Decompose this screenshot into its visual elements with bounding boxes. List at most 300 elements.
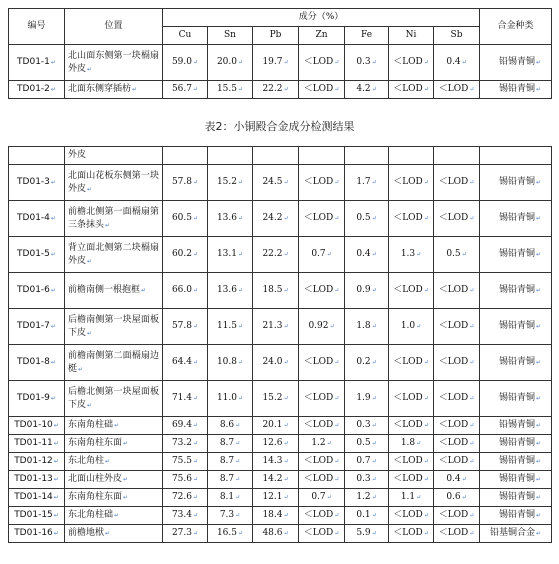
paragraph-mark-icon: ↵ <box>334 530 340 537</box>
cell-id: TD01-6↵ <box>9 273 65 309</box>
cell-ni: ＜LOD↵ <box>389 453 434 471</box>
cell-zn: ＜LOD↵ <box>299 471 345 489</box>
cell-cu: 66.0↵ <box>163 273 208 309</box>
paragraph-mark-icon: ↵ <box>423 422 429 429</box>
paragraph-mark-icon: ↵ <box>235 494 241 501</box>
cell-cu: 72.6↵ <box>163 489 208 507</box>
col-header-sn: Sn <box>208 27 253 45</box>
paragraph-mark-icon: ↵ <box>416 494 422 501</box>
cell-sn: 20.0↵ <box>208 45 253 81</box>
cell-fe: 0.2↵ <box>345 345 389 381</box>
paragraph-mark-icon: ↵ <box>469 512 475 519</box>
cell-sn: 8.1↵ <box>208 489 253 507</box>
paragraph-mark-icon: ↵ <box>535 440 541 447</box>
paragraph-mark-icon: ↵ <box>469 530 475 537</box>
paragraph-mark-icon: ↵ <box>238 287 244 294</box>
paragraph-mark-icon: ↵ <box>238 323 244 330</box>
paragraph-mark-icon: ↵ <box>283 86 289 93</box>
cell-fe: 5.9↵ <box>345 525 389 543</box>
cell-position: 东北角柱↵ <box>65 453 163 471</box>
cell-sb: 0.4↵ <box>434 45 480 81</box>
paragraph-mark-icon: ↵ <box>235 458 241 465</box>
paragraph-mark-icon: ↵ <box>371 215 377 222</box>
paragraph-mark-icon: ↵ <box>371 530 377 537</box>
paragraph-mark-icon: ↵ <box>238 251 244 258</box>
paragraph-mark-icon: ↵ <box>235 476 241 483</box>
paragraph-mark-icon: ↵ <box>283 395 289 402</box>
table-row <box>9 417 552 435</box>
cell-sn: 13.1↵ <box>208 237 253 273</box>
paragraph-mark-icon: ↵ <box>423 395 429 402</box>
cell-alloy: 锡铅青铜↵ <box>480 471 552 489</box>
paragraph-mark-icon: ↵ <box>193 395 199 402</box>
paragraph-mark-icon: ↵ <box>423 530 429 537</box>
paragraph-mark-icon: ↵ <box>50 287 56 294</box>
paragraph-mark-icon: ↵ <box>469 323 475 330</box>
cell-id: TD01-4↵ <box>9 201 65 237</box>
continuation-text: 外皮 <box>65 147 163 165</box>
paragraph-mark-icon: ↵ <box>283 494 289 501</box>
cell-sb: ＜LOD↵ <box>434 201 480 237</box>
paragraph-mark-icon: ↵ <box>53 458 59 465</box>
cell-cu: 73.2↵ <box>163 435 208 453</box>
col-header-alloy: 合金种类 <box>480 9 552 45</box>
cell-ni: ＜LOD↵ <box>389 417 434 435</box>
cell-sb: 0.6↵ <box>434 489 480 507</box>
table-row <box>9 435 552 453</box>
paragraph-mark-icon: ↵ <box>371 395 377 402</box>
continuation-row <box>9 147 552 165</box>
paragraph-mark-icon: ↵ <box>416 440 422 447</box>
paragraph-mark-icon: ↵ <box>535 251 541 258</box>
cell-ni: 1.3↵ <box>389 237 434 273</box>
paragraph-mark-icon: ↵ <box>78 365 84 373</box>
paragraph-mark-icon: ↵ <box>469 422 475 429</box>
cell-position: 北面山花板东侧第一块外皮↵ <box>65 165 163 201</box>
cell-position: 北面山柱外皮↵ <box>65 471 163 489</box>
col-header-sb: Sb <box>434 27 480 45</box>
cell-position: 北山面东侧第一块槅扇外皮↵ <box>65 45 163 81</box>
paragraph-mark-icon: ↵ <box>53 440 59 447</box>
paragraph-mark-icon: ↵ <box>334 458 340 465</box>
paragraph-mark-icon: ↵ <box>371 422 377 429</box>
cell-cu: 69.4↵ <box>163 417 208 435</box>
cell-id: TD01-9↵ <box>9 381 65 417</box>
paragraph-mark-icon: ↵ <box>235 440 241 447</box>
cell-fe: 0.7↵ <box>345 453 389 471</box>
paragraph-mark-icon: ↵ <box>123 494 129 501</box>
paragraph-mark-icon: ↵ <box>87 65 93 73</box>
paragraph-mark-icon: ↵ <box>53 530 59 537</box>
table-caption: 表2：小铜殿合金成分检测结果 <box>204 120 355 133</box>
paragraph-mark-icon: ↵ <box>423 215 429 222</box>
cell-pb: 24.0↵ <box>253 345 299 381</box>
col-header-cu: Cu <box>163 27 208 45</box>
cell-pb: 18.5↵ <box>253 273 299 309</box>
paragraph-mark-icon: ↵ <box>283 422 289 429</box>
paragraph-mark-icon: ↵ <box>193 59 199 66</box>
cell-fe: 0.9↵ <box>345 273 389 309</box>
table-row <box>9 489 552 507</box>
paragraph-mark-icon: ↵ <box>334 512 340 519</box>
cell-fe: 0.3↵ <box>345 471 389 489</box>
cell-fe: 0.3↵ <box>345 417 389 435</box>
paragraph-mark-icon: ↵ <box>334 215 340 222</box>
paragraph-mark-icon: ↵ <box>535 179 541 186</box>
table-row <box>9 45 552 81</box>
paragraph-mark-icon: ↵ <box>423 287 429 294</box>
cell-sn: 8.6↵ <box>208 417 253 435</box>
paragraph-mark-icon: ↵ <box>50 59 56 66</box>
cell-position: 东北角柱础↵ <box>65 507 163 525</box>
paragraph-mark-icon: ↵ <box>535 422 541 429</box>
cell-sb: ＜LOD↵ <box>434 417 480 435</box>
paragraph-mark-icon: ↵ <box>423 86 429 93</box>
cell-sn: 13.6↵ <box>208 201 253 237</box>
cell-cu: 64.4↵ <box>163 345 208 381</box>
paragraph-mark-icon: ↵ <box>371 287 377 294</box>
cell-sb: ＜LOD↵ <box>434 435 480 453</box>
cell-sn: 7.3↵ <box>208 507 253 525</box>
cell-cu: 27.3↵ <box>163 525 208 543</box>
paragraph-mark-icon: ↵ <box>283 323 289 330</box>
paragraph-mark-icon: ↵ <box>416 251 422 258</box>
paragraph-mark-icon: ↵ <box>283 215 289 222</box>
paragraph-mark-icon: ↵ <box>193 323 199 330</box>
cell-alloy: 锡铅青铜↵ <box>480 381 552 417</box>
table-row <box>9 507 552 525</box>
paragraph-mark-icon: ↵ <box>283 287 289 294</box>
paragraph-mark-icon: ↵ <box>535 494 541 501</box>
cell-id: TD01-2↵ <box>9 81 65 99</box>
paragraph-mark-icon: ↵ <box>461 494 467 501</box>
cell-zn: 0.92↵ <box>299 309 345 345</box>
cell-cu: 59.0↵ <box>163 45 208 81</box>
cell-ni: ＜LOD↵ <box>389 507 434 525</box>
paragraph-mark-icon: ↵ <box>535 395 541 402</box>
cell-ni: 1.8↵ <box>389 435 434 453</box>
cell-ni: ＜LOD↵ <box>389 201 434 237</box>
paragraph-mark-icon: ↵ <box>105 221 111 229</box>
cell-alloy: 锡铅青铜↵ <box>480 81 552 99</box>
paragraph-mark-icon: ↵ <box>334 422 340 429</box>
paragraph-mark-icon: ↵ <box>238 359 244 366</box>
col-header-fe: Fe <box>345 27 389 45</box>
cell-cu: 73.4↵ <box>163 507 208 525</box>
paragraph-mark-icon: ↵ <box>283 530 289 537</box>
cell-position: 前檐南侧一根抱框↵ <box>65 273 163 309</box>
cell-fe: 1.2↵ <box>345 489 389 507</box>
paragraph-mark-icon: ↵ <box>53 494 59 501</box>
paragraph-mark-icon: ↵ <box>535 215 541 222</box>
table-row <box>9 525 552 543</box>
cell-ni: 1.1↵ <box>389 489 434 507</box>
paragraph-mark-icon: ↵ <box>334 86 340 93</box>
table-row <box>9 201 552 237</box>
cell-id: TD01-1↵ <box>9 45 65 81</box>
cell-zn: ＜LOD↵ <box>299 507 345 525</box>
cell-alloy: 锡铅青铜↵ <box>480 165 552 201</box>
paragraph-mark-icon: ↵ <box>238 530 244 537</box>
cell-zn: ＜LOD↵ <box>299 345 345 381</box>
paragraph-mark-icon: ↵ <box>371 440 377 447</box>
cell-zn: ＜LOD↵ <box>299 81 345 99</box>
paragraph-mark-icon: ↵ <box>50 395 56 402</box>
paragraph-mark-icon: ↵ <box>461 251 467 258</box>
composition-table-continued <box>8 146 552 543</box>
paragraph-mark-icon: ↵ <box>50 179 56 186</box>
col-header-zn: Zn <box>299 27 345 45</box>
paragraph-mark-icon: ↵ <box>469 458 475 465</box>
cell-sb: ＜LOD↵ <box>434 381 480 417</box>
cell-sb: ＜LOD↵ <box>434 273 480 309</box>
cell-sb: 0.4↵ <box>434 471 480 489</box>
cell-pb: 24.2↵ <box>253 201 299 237</box>
paragraph-mark-icon: ↵ <box>283 512 289 519</box>
cell-fe: 0.4↵ <box>345 237 389 273</box>
cell-sn: 13.6↵ <box>208 273 253 309</box>
paragraph-mark-icon: ↵ <box>50 215 56 222</box>
col-header-pb: Pb <box>253 27 299 45</box>
cell-position: 后檐南侧第一块屋面板下皮↵ <box>65 309 163 345</box>
cell-id: TD01-10↵ <box>9 417 65 435</box>
cell-alloy: 锡铅青铜↵ <box>480 201 552 237</box>
paragraph-mark-icon: ↵ <box>535 287 541 294</box>
cell-sn: 15.5↵ <box>208 81 253 99</box>
paragraph-mark-icon: ↵ <box>371 323 377 330</box>
table-row <box>9 453 552 471</box>
table-row <box>9 381 552 417</box>
header-row-1 <box>9 9 552 27</box>
paragraph-mark-icon: ↵ <box>416 323 422 330</box>
cell-sb: 0.5↵ <box>434 237 480 273</box>
paragraph-mark-icon: ↵ <box>334 359 340 366</box>
paragraph-mark-icon: ↵ <box>535 476 541 483</box>
cell-sn: 16.5↵ <box>208 525 253 543</box>
col-header-ni: Ni <box>389 27 434 45</box>
col-header-position: 位置 <box>65 9 163 45</box>
table-row <box>9 273 552 309</box>
paragraph-mark-icon: ↵ <box>193 215 199 222</box>
paragraph-mark-icon: ↵ <box>132 86 138 93</box>
paragraph-mark-icon: ↵ <box>238 395 244 402</box>
paragraph-mark-icon: ↵ <box>123 476 129 483</box>
paragraph-mark-icon: ↵ <box>53 422 59 429</box>
paragraph-mark-icon: ↵ <box>334 59 340 66</box>
paragraph-mark-icon: ↵ <box>469 395 475 402</box>
cell-ni: 1.0↵ <box>389 309 434 345</box>
paragraph-mark-icon: ↵ <box>461 476 467 483</box>
cell-id: TD01-12↵ <box>9 453 65 471</box>
cell-zn: ＜LOD↵ <box>299 273 345 309</box>
cell-pb: 18.4↵ <box>253 507 299 525</box>
cell-fe: 0.5↵ <box>345 435 389 453</box>
cell-fe: 0.1↵ <box>345 507 389 525</box>
paragraph-mark-icon: ↵ <box>193 422 199 429</box>
cell-sb: ＜LOD↵ <box>434 453 480 471</box>
paragraph-mark-icon: ↵ <box>283 59 289 66</box>
paragraph-mark-icon: ↵ <box>193 458 199 465</box>
paragraph-mark-icon: ↵ <box>536 59 542 66</box>
paragraph-mark-icon: ↵ <box>193 359 199 366</box>
paragraph-mark-icon: ↵ <box>326 494 332 501</box>
cell-pb: 12.1↵ <box>253 489 299 507</box>
paragraph-mark-icon: ↵ <box>193 476 199 483</box>
cell-zn: 0.7↵ <box>299 489 345 507</box>
paragraph-mark-icon: ↵ <box>238 215 244 222</box>
cell-sn: 8.7↵ <box>208 435 253 453</box>
cell-ni: ＜LOD↵ <box>389 273 434 309</box>
cell-zn: ＜LOD↵ <box>299 453 345 471</box>
cell-alloy: 锡铅青铜↵ <box>480 273 552 309</box>
cell-id: TD01-7↵ <box>9 309 65 345</box>
cell-position: 后檐北侧第一块屋面板下皮↵ <box>65 381 163 417</box>
paragraph-mark-icon: ↵ <box>469 287 475 294</box>
cell-position: 北面东侧穿插枋↵ <box>65 81 163 99</box>
table-row <box>9 81 552 99</box>
cell-alloy: 锡铅青铜↵ <box>480 237 552 273</box>
cell-sn: 8.7↵ <box>208 471 253 489</box>
cell-pb: 19.7↵ <box>253 45 299 81</box>
cell-position: 前檐北侧第一面槅扇第三条抹头↵ <box>65 201 163 237</box>
paragraph-mark-icon: ↵ <box>50 86 56 93</box>
paragraph-mark-icon: ↵ <box>423 179 429 186</box>
paragraph-mark-icon: ↵ <box>371 494 377 501</box>
paragraph-mark-icon: ↵ <box>329 323 335 330</box>
paragraph-mark-icon: ↵ <box>53 476 59 483</box>
cell-ni: ＜LOD↵ <box>389 45 434 81</box>
paragraph-mark-icon: ↵ <box>371 476 377 483</box>
cell-alloy: 铅基铜合金↵ <box>480 525 552 543</box>
cell-pb: 12.6↵ <box>253 435 299 453</box>
cell-pb: 22.2↵ <box>253 237 299 273</box>
paragraph-mark-icon: ↵ <box>105 458 111 465</box>
cell-id: TD01-15↵ <box>9 507 65 525</box>
cell-sb: ＜LOD↵ <box>434 345 480 381</box>
paragraph-mark-icon: ↵ <box>423 458 429 465</box>
cell-ni: ＜LOD↵ <box>389 525 434 543</box>
cell-sb: ＜LOD↵ <box>434 525 480 543</box>
cell-id: TD01-14↵ <box>9 489 65 507</box>
paragraph-mark-icon: ↵ <box>193 251 199 258</box>
paragraph-mark-icon: ↵ <box>371 86 377 93</box>
cell-ni: ＜LOD↵ <box>389 345 434 381</box>
paragraph-mark-icon: ↵ <box>87 329 93 337</box>
cell-sb: ＜LOD↵ <box>434 81 480 99</box>
paragraph-mark-icon: ↵ <box>193 494 199 501</box>
cell-cu: 71.4↵ <box>163 381 208 417</box>
cell-cu: 75.6↵ <box>163 471 208 489</box>
table-row <box>9 471 552 489</box>
cell-pb: 48.6↵ <box>253 525 299 543</box>
table-row <box>9 237 552 273</box>
cell-id: TD01-3↵ <box>9 165 65 201</box>
cell-ni: ＜LOD↵ <box>389 81 434 99</box>
paragraph-mark-icon: ↵ <box>423 359 429 366</box>
paragraph-mark-icon: ↵ <box>423 476 429 483</box>
paragraph-mark-icon: ↵ <box>193 179 199 186</box>
paragraph-mark-icon: ↵ <box>334 395 340 402</box>
paragraph-mark-icon: ↵ <box>371 251 377 258</box>
cell-fe: 1.7↵ <box>345 165 389 201</box>
cell-alloy: 锡铅青铜↵ <box>480 435 552 453</box>
cell-id: TD01-16↵ <box>9 525 65 543</box>
paragraph-mark-icon: ↵ <box>326 440 332 447</box>
cell-cu: 57.8↵ <box>163 165 208 201</box>
cell-id: TD01-11↵ <box>9 435 65 453</box>
paragraph-mark-icon: ↵ <box>193 512 199 519</box>
paragraph-mark-icon: ↵ <box>283 179 289 186</box>
paragraph-mark-icon: ↵ <box>535 323 541 330</box>
paragraph-mark-icon: ↵ <box>238 59 244 66</box>
cell-fe: 1.8↵ <box>345 309 389 345</box>
paragraph-mark-icon: ↵ <box>87 401 93 409</box>
paragraph-mark-icon: ↵ <box>535 458 541 465</box>
cell-pb: 22.2↵ <box>253 81 299 99</box>
paragraph-mark-icon: ↵ <box>334 476 340 483</box>
paragraph-mark-icon: ↵ <box>193 440 199 447</box>
paragraph-mark-icon: ↵ <box>238 179 244 186</box>
cell-sb: ＜LOD↵ <box>434 507 480 525</box>
cell-zn: ＜LOD↵ <box>299 381 345 417</box>
cell-zn: ＜LOD↵ <box>299 165 345 201</box>
paragraph-mark-icon: ↵ <box>535 530 541 537</box>
composition-table-top <box>8 8 552 99</box>
cell-zn: 0.7↵ <box>299 237 345 273</box>
cell-pb: 14.3↵ <box>253 453 299 471</box>
cell-cu: 60.5↵ <box>163 201 208 237</box>
paragraph-mark-icon: ↵ <box>371 179 377 186</box>
cell-sn: 8.7↵ <box>208 453 253 471</box>
cell-alloy: 铅锡青铜↵ <box>480 45 552 81</box>
paragraph-mark-icon: ↵ <box>114 422 120 429</box>
paragraph-mark-icon: ↵ <box>235 422 241 429</box>
paragraph-mark-icon: ↵ <box>114 512 120 519</box>
paragraph-mark-icon: ↵ <box>469 86 475 93</box>
cell-position: 东南角柱础↵ <box>65 417 163 435</box>
table-row <box>9 309 552 345</box>
paragraph-mark-icon: ↵ <box>334 287 340 294</box>
cell-fe: 1.9↵ <box>345 381 389 417</box>
paragraph-mark-icon: ↵ <box>326 251 332 258</box>
cell-pb: 21.3↵ <box>253 309 299 345</box>
cell-alloy: 锡铅青铜↵ <box>480 309 552 345</box>
paragraph-mark-icon: ↵ <box>371 359 377 366</box>
cell-cu: 56.7↵ <box>163 81 208 99</box>
paragraph-mark-icon: ↵ <box>283 251 289 258</box>
cell-sb: ＜LOD↵ <box>434 165 480 201</box>
paragraph-mark-icon: ↵ <box>371 512 377 519</box>
paragraph-mark-icon: ↵ <box>141 287 147 294</box>
cell-cu: 57.8↵ <box>163 309 208 345</box>
col-header-id: 编号 <box>9 9 65 45</box>
paragraph-mark-icon: ↵ <box>334 179 340 186</box>
table-row <box>9 165 552 201</box>
paragraph-mark-icon: ↵ <box>193 530 199 537</box>
paragraph-mark-icon: ↵ <box>535 359 541 366</box>
cell-pb: 20.1↵ <box>253 417 299 435</box>
cell-ni: ＜LOD↵ <box>389 381 434 417</box>
paragraph-mark-icon: ↵ <box>469 359 475 366</box>
cell-id: TD01-8↵ <box>9 345 65 381</box>
paragraph-mark-icon: ↵ <box>536 86 542 93</box>
cell-fe: 0.3↵ <box>345 45 389 81</box>
cell-sn: 10.8↵ <box>208 345 253 381</box>
paragraph-mark-icon: ↵ <box>50 251 56 258</box>
cell-fe: 0.5↵ <box>345 201 389 237</box>
cell-ni: ＜LOD↵ <box>389 471 434 489</box>
cell-zn: 1.2↵ <box>299 435 345 453</box>
